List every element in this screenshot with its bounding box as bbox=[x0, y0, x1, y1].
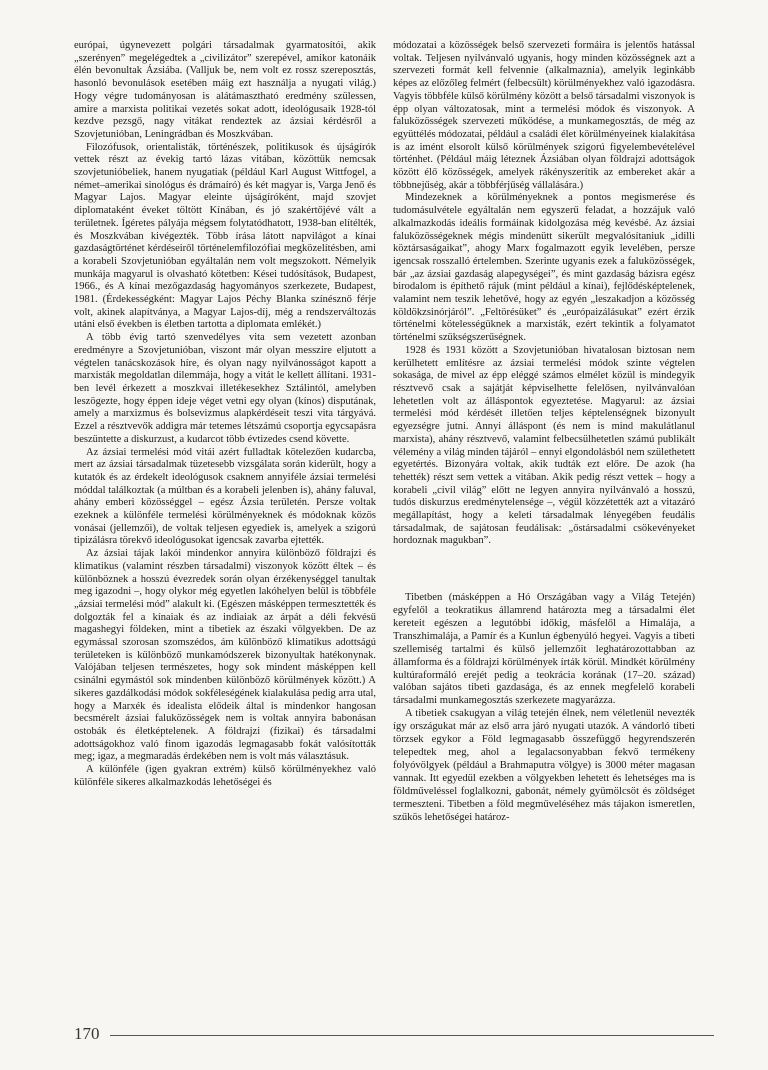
footer-rule bbox=[110, 1035, 715, 1036]
paragraph: Az ázsiai tájak lakói mindenkor annyira különböző földrajzi és klimatikus (valamint részben társadalmi) viszonyok között éltek – és különböznek a hosszú évezredek során olyan érzékenységgel tanultak meg igazodni –, hogy olykor még egyetlen lakóhelyen belül is többféle „ázsiai termelési mód” alakult ki. (Egészen másképpen termesztették és dolgozták fel a kínaiak és az indiaiak az árpát a déli fekvésű magashegyi földeken, mint a tibetiek az északi völgyekben. De az egymással szorosan szomszédos, ám különböző klimatikus adottságú területeken is különböző munkamódszerek bizonyultak hatékonynak. Valójában teljesen természetes, hogy sok mindent másképpen kell csinálni egymástól sok mindenben különböző körülmények között.) A sikeres gazdálkodási módok sokféleségének kialakulása pedig arra utal, hogy a Marxék és idealista elődeik által is mindenkor hangosan becsmérelt ázsiai faluközösségek nem is voltak annyira babonásan ostobák és életképtelenek. A földrajzi (fizikai) és társadalmi adottságokhoz való finom igazodás legmagasabb fokát valósították meg; igaz, a megmaradás érdekében nem is volt más választásuk. bbox=[74, 548, 376, 763]
page-footer bbox=[74, 1024, 714, 1044]
right-column bbox=[393, 40, 695, 824]
paragraph: A különféle (igen gyakran extrém) külső körülményekhez való különféle sikeres alkalmazkodás lehetőségei és bbox=[74, 764, 376, 788]
paragraph: európai, úgynevezett polgári társadalmak gyarmatosítói, akik „szerényen” megelégedtek a „civilizátor” szerepével, amikor katonáik élén bevonultak Ázsiába. (Valljuk be, nem volt ez rossz szereposztás, hasonló bevonulások esetében máig ezt használja a nyugati világ.) Hogy végre tudományosan is alátámasztható eredmény szülessen, amire a marxista politikai vezetés sokat adott, ideológusaik 1928-tól kezdve pezsgő, nagy vitákat rendeztek az ázsiai kérdésről a Szovjetunióban, Leningrádban és Moszkvában. bbox=[74, 40, 376, 140]
paragraph: A több évig tartó szenvedélyes vita sem vezetett azonban eredményre a Szovjetunióban, viszont már olyan messzire eljutott a végtelen tanácskozások híre, és olyan nagy nyilvánosságot kapott a marxisták megoldatlan dilemmája, hogy a vitát le kellett állítani. 1931-ben levél érkezett a moszkvai illetékesekhez Sztálintól, amelyben leszögezte, hogy éppen ideje véget vetni egy olyan (kínos) disputának, amely a marxizmus és bolsevizmus alapkérdéseit teszi vita tárgyává. Ezzel a résztvevők addigra már tetemes létszámú csoportja egycsapásra beszüntette a diskurzust, a kudarcot több évtizedes csend követte. bbox=[74, 332, 376, 445]
paragraph: Filozófusok, orientalisták, történészek, politikusok és újságírók vettek részt az évekig tartó lázas vitában, közöttük nemcsak szovjetunióbeliek, hanem nyugatiak (például Karl August Wittfogel, a német–amerikai sinológus és drámaíró) és két magyar is, Varga Jenő és Magyar Lajos. Magyar eleinte újságíróként, majd szovjet diplomataként éveket töltött Kínában, és jó szakértőjévé vált a területnek. Ígéretes pályája mégsem folytatódhatott, 1938-ban elítélték, és Moszkvában kivégezték. Több írása látott napvilágot a kínai gazdaságtörténet kérdéseiről történelemfilozófiai megközelítésben, ami a korabeli Szovjetunióban egyáltalán nem volt megszokott. Némelyik munkája magyarul is olvasható kötetben: Kései tudósítások, Budapest, 1966., és A kínai mezőgazdaság hagyományos szerkezete, Budapest, 1981. (Érdekességként: Magyar Lajos Péchy Blanka színésznő férje volt, akinek alapítványa, a Magyar Lajos-díj, még a rendszerváltozás utáni első években is életben tartotta a diplomata emlékét.) bbox=[74, 141, 376, 331]
section-break bbox=[393, 548, 695, 592]
paragraph: Mindezeknek a körülményeknek a pontos megismerése és tudomásulvétele egyáltalán nem egyszerű feladat, a hozzájuk való alkalmazkodás ideális formáinak kidolgozása még kevésbé. Az ázsiai faluközösségeknek mégis mindenütt sikerült megvalósítaniuk „idilli köztársaságaikat”, ahogy Marx fogalmazott egyik levelében, persze igencsak rosszalló értelemben. Szerinte ugyanis ezek a faluközösségek, bár „az ázsiai gazdaság alapegységei”, és mint gazdaság bázisra egész birodalom is építhető rájuk (mint például a kínai), fejlődésképtelenek, valamint nem teszik lehetővé, hogy az egyén „leszakadjon a közösség köldökzsinórjáról”. „Feltörésüket” és „európaizálásukat” ezért érzik történelmi kötelességüknek a marxisták, ezért tekintik a folyamatot történelmi szükségszerűségnek. bbox=[393, 192, 695, 344]
paragraph: A tibetiek csakugyan a világ tetején élnek, nem véletlenül nevezték így országukat már az első arra járó nyugati utazók. A vándorló tibeti törzsek egykor a Föld legmagasabb összefüggő hegyrendszerén telepedtek meg, ahol a legalacsonyabban fekvő termékeny folyóvölgyek (például a Brahmaputra völgye) is 3000 méter magasan vannak. Itt egyedül ezekben a völgyekben lehetett és lehetséges ma is földműveléssel foglalkozni, gabonát, némely gyümölcsöt és zöldséget termeszteni. Tibetben a föld megműveléséhez más tájakon ismeretlen, szűkös lehetőségei határoz- bbox=[393, 708, 695, 823]
paragraph: módozatai a közösségek belső szervezeti formáira is jelentős hatással voltak. Teljesen nyilvánvaló ugyanis, hogy minden közösségnek azt a szervezeti formát kell felvennie (alkalmaznia), amelyik leginkább képes az előzőleg felmért (felbecsült) körülményekhez való igazodásra. Vagyis többféle külső körülmény között a belső társadalmi viszonyok is épp olyan változatosak, mint a termelési módok és viszonyok. A faluközösségek szervezeti működése, a munkamegosztás, de még az együttélés módozatai, például a családi élet körülményeinek kialakítása is az imént elsorolt külső körülmények szigorú figyelembevételével történhet. (Például máig léteznek Ázsiában olyan földrajzi adottságok között élő közösségek, amelyek rákényszerítik az embereket akár a többnejűség, akár a többférjűség vállalására.) bbox=[393, 40, 695, 191]
paragraph: 1928 és 1931 között a Szovjetunióban hivatalosan biztosan nem kerülhetett említésre az ázsiai termelési módok szinte végtelen sokasága, de mivel az épp eléggé számos elmélet közül is mindegyik résztvevő csak a sajátját képviselhette felelősen, nyilvánvalóan lehetetlen volt az álláspontok egyeztetése. Magyarul: az ázsiai termelési mód kérdését illetően teljes képtelenségnek bizonyult egyezségre jutni. Annyi álláspont (és nem is mind makulátlanul marxista), ahány résztvevő, valamint felbecsülhetetlen számú publikált vélemény a világ minden tájáról – ennyi elgondolásból nem születhetett egyetértés. Bizonyára voltak, akik tudták ezt előre. De azok (ha tehették) részt sem vettek a vitában. Akik pedig részt vettek – hogy a korabeli „civil világ” előtt ne legyen annyira nyilvánvaló a hosszú, tudós diskurzus eredménytelensége –, végül közzétették azt a vitazáró megállapítást, hogy a keleti társadalmak lényegében feudális társadalmak, de sajátosan feudálisak: „őstársadalmi csökevényeket hordoznak magukban”. bbox=[393, 344, 695, 547]
paragraph: Az ázsiai termelési mód vitái azért fulladtak kötelezően kudarcba, mert az ázsiai társadalmak tüzetesebb vizsgálata során kiderült, hogy a kutatók és az érdekelt ideológusok csaknem annyiféle ázsiai termelési móddal találkoztak (a múltban és a korabeli jelenben is), ahány faluval, ahány emberi közösséggel – egész Ázsia területén. Persze voltak ezeknek a különféle termelési körülményeknek és módoknak közös vonásai (jellemzői), de voltak teljesen egyediek is, amelyek a szigorú tipizálásra törekvő ideológusokat igencsak zavarba ejtették. bbox=[74, 446, 376, 547]
paragraph: Tibetben (másképpen a Hó Országában vagy a Világ Tetején) egyfelől a teokratikus államrend határozta meg a társadalmi élet kereteit egészen a legutóbbi időkig, másfelől a Himalája, a Transzhimalája, a Pamír és a Kunlun égbenyúló hegyei. Vagyis a tibeti szellemiség tartalmi és külső jellemzőit leghatározottabban az államforma és a földrajzi körülmények írták körül. Mindkét körülmény kultúraformáló erejét pedig a teokrácia korának (17–20. század) valóban sajátos tibeti gazdasága, és az ennek megfelelő korabeli társadalmi munkamegosztás szerkezete magyarázza. bbox=[393, 592, 695, 707]
page-number: 170 bbox=[74, 1024, 100, 1043]
left-column bbox=[74, 40, 376, 789]
